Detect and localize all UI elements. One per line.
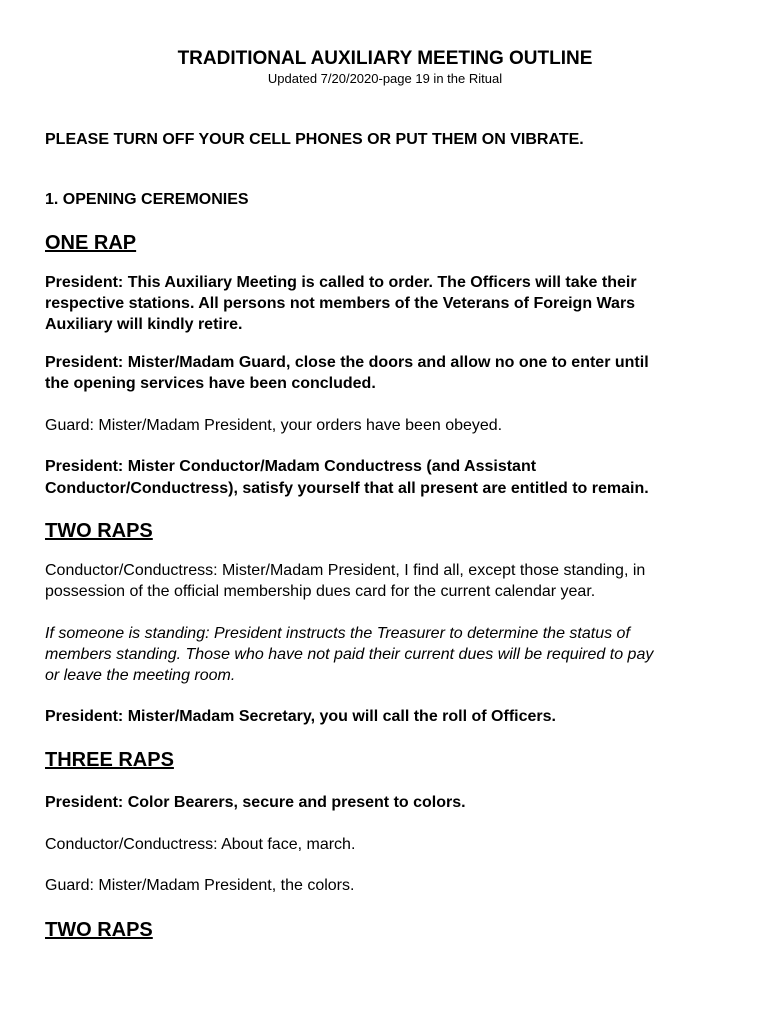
paragraph-line: President: This Auxiliary Meeting is called to order. The Officers will take their [45, 274, 637, 291]
paragraph-line: or leave the meeting room. [45, 667, 236, 684]
paragraph-line: Conductor/Conductress: Mister/Madam President, I find all, except those standing, in [45, 562, 646, 579]
paragraph-line: the opening services have been concluded. [45, 375, 376, 392]
paragraph-guard-reply: Guard: Mister/Madam President, your orders have been obeyed. [45, 417, 503, 434]
paragraph-line: President: Mister Conductor/Madam Conductress (and Assistant [45, 458, 537, 475]
document-title: TRADITIONAL AUXILIARY MEETING OUTLINE [177, 48, 593, 69]
heading-one-rap: ONE RAP [45, 232, 137, 254]
document-subtitle: Updated 7/20/2020-page 19 in the Ritual [267, 71, 503, 86]
paragraph-line: possession of the official membership dues card for the current calendar year. [45, 583, 596, 600]
cell-phone-notice: PLEASE TURN OFF YOUR CELL PHONES OR PUT THEM ON VIBRATE. [45, 131, 584, 148]
heading-three-raps: THREE RAPS [45, 749, 174, 771]
section-opening-ceremonies: 1. OPENING CEREMONIES [45, 191, 249, 208]
paragraph-about-face: Conductor/Conductress: About face, march. [45, 836, 356, 853]
paragraph-line: respective stations. All persons not members of the Veterans of Foreign Wars [45, 295, 636, 312]
paragraph-line: If someone is standing: President instructs the Treasurer to determine the status of [45, 625, 630, 642]
paragraph-line: Conductor/Conductress), satisfy yourself that all present are entitled to remain. [45, 480, 649, 497]
paragraph-line: President: Mister/Madam Guard, close the doors and allow no one to enter until [45, 354, 649, 371]
paragraph-color-bearers: President: Color Bearers, secure and present to colors. [45, 794, 466, 811]
heading-two-raps-second: TWO RAPS [45, 919, 153, 941]
paragraph-guard-colors: Guard: Mister/Madam President, the colors. [45, 877, 355, 894]
paragraph-line: members standing. Those who have not paid their current dues will be required to pay [45, 646, 654, 663]
paragraph-line: Auxiliary will kindly retire. [45, 316, 243, 333]
heading-two-raps: TWO RAPS [45, 520, 153, 542]
paragraph-roll-call: President: Mister/Madam Secretary, you will call the roll of Officers. [45, 708, 556, 725]
